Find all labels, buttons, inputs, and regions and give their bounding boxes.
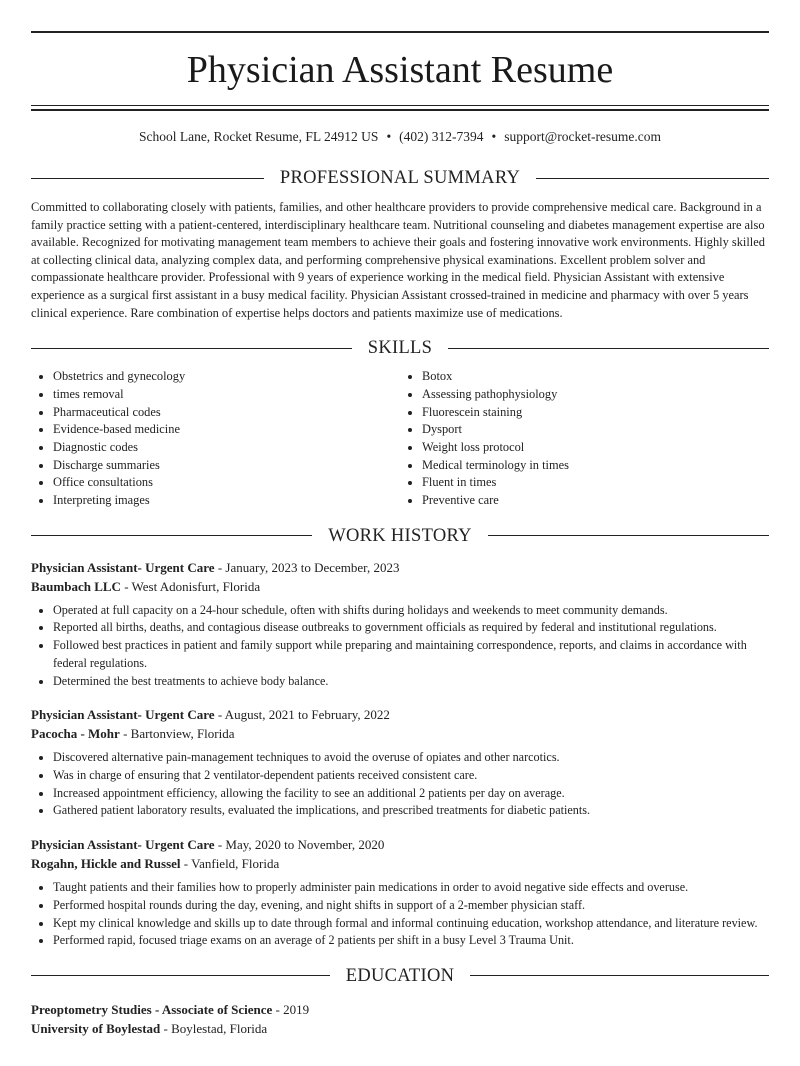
job-company: Baumbach LLC [31, 578, 121, 594]
skills-list [31, 368, 769, 510]
skill-item: • Obstetrics and gynecology [53, 368, 400, 386]
section-rule [31, 975, 330, 976]
job-bullets [31, 602, 769, 691]
contact-separator: • [386, 129, 392, 144]
job-bullet: • Operated at full capacity on a 24-hour schedule, often with shifts during holidays and weekends to meet community demands. [53, 602, 769, 620]
job-title: Physician Assistant- Urgent Care [31, 559, 215, 575]
job-title: Physician Assistant- Urgent Care [31, 837, 215, 853]
job-bullet: • Increased appointment efficiency, allowing the facility to see an additional 2 patients per day on average. [53, 785, 769, 803]
job-bullet: • Kept my clinical knowledge and skills up to date through formal and informal continuing education, workshop attendance, and literature review. [53, 915, 769, 933]
contact-phone: (402) 312-7394 [399, 129, 484, 144]
job-location: - Vanfield, Florida [180, 856, 280, 872]
contact-line [31, 128, 769, 146]
job-bullet: • Taught patients and their families how to properly administer pain medications in order to avoid negative side effects and overuse. [53, 879, 769, 897]
job-bullets [31, 879, 769, 950]
skill-item: • Interpreting images [53, 492, 400, 510]
job-dates: - January, 2023 to December, 2023 [214, 559, 400, 575]
section-header-work-history [31, 524, 769, 548]
job-title-line [31, 835, 769, 854]
job-dates: - August, 2021 to February, 2022 [214, 707, 390, 723]
education-school: University of Boylestad [31, 1020, 161, 1036]
resume-title: Physician Assistant Resume [186, 49, 614, 91]
job-bullet: • Was in charge of ensuring that 2 ventilator-dependent patients received consistent care. [53, 767, 769, 785]
skill-item: • Weight loss protocol [422, 439, 769, 457]
section-rule [31, 348, 352, 349]
job-bullet: • Reported all births, deaths, and contagious disease outbreaks to government officials as required by federal and institutional regulations. [53, 619, 769, 637]
job-dates: - May, 2020 to November, 2020 [214, 837, 385, 853]
skill-item: • Assessing pathophysiology [422, 386, 769, 404]
skill-item: • Fluent in times [422, 474, 769, 492]
skill-item: • Discharge summaries [53, 457, 400, 475]
job-location: - Bartonview, Florida [119, 726, 235, 742]
job-bullets [31, 749, 769, 820]
skills-column-right [400, 368, 769, 510]
job-title-line [31, 558, 769, 577]
skill-item: • Preventive care [422, 492, 769, 510]
job-company-line [31, 724, 769, 743]
job-entry [31, 558, 769, 691]
skill-item: • Office consultations [53, 474, 400, 492]
section-rule [31, 178, 264, 179]
resume-page [31, 31, 769, 1038]
education-year: - 2019 [272, 1001, 310, 1017]
section-title: EDUCATION [345, 965, 455, 986]
skill-item: • Medical terminology in times [422, 457, 769, 475]
skill-item: • Fluorescein staining [422, 404, 769, 422]
contact-address: School Lane, Rocket Resume, FL 24912 US [138, 129, 379, 144]
skill-item: • Pharmaceutical codes [53, 404, 400, 422]
job-bullet: • Performed hospital rounds during the day, evening, and night shifts in support of a 2-member physician staff. [53, 897, 769, 915]
job-bullet: • Determined the best treatments to achieve body balance. [53, 673, 769, 691]
section-rule [470, 975, 769, 976]
skill-item: • Botox [422, 368, 769, 386]
section-rule [448, 348, 769, 349]
job-entry [31, 835, 769, 950]
job-location: - West Adonisfurt, Florida [120, 578, 261, 594]
job-company: Pacocha - Mohr [31, 726, 120, 742]
section-header-education [31, 964, 769, 988]
section-title: WORK HISTORY [328, 525, 472, 546]
section-rule [488, 535, 769, 536]
job-title: Physician Assistant- Urgent Care [31, 707, 215, 723]
job-title-line [31, 705, 769, 724]
skill-item: • Dysport [422, 421, 769, 439]
job-bullet: • Followed best practices in patient and family support while preparing and maintaining correspondence, reports, and claims in accordance with federal regulations. [53, 637, 769, 672]
section-header-skills [31, 336, 769, 360]
job-entry [31, 705, 769, 820]
title-double-rule [31, 105, 769, 111]
skill-item: • times removal [53, 386, 400, 404]
top-rule [31, 31, 769, 33]
contact-separator: • [491, 129, 497, 144]
skills-column-left [31, 368, 400, 510]
education-entry [31, 1000, 769, 1038]
job-bullet: • Performed rapid, focused triage exams on an average of 2 patients per shift in a busy Level 3 Trauma Unit. [53, 932, 769, 950]
section-rule [536, 178, 769, 179]
section-title: SKILLS [367, 338, 433, 359]
section-rule [31, 535, 312, 536]
education-degree-line [31, 1000, 769, 1019]
skill-item: • Evidence-based medicine [53, 421, 400, 439]
job-company-line [31, 854, 769, 873]
section-title: PROFESSIONAL SUMMARY [279, 168, 521, 188]
job-bullet: • Gathered patient laboratory results, evaluated the implications, and prescribed treatments for diabetic patients. [53, 802, 769, 820]
skill-item: • Diagnostic codes [53, 439, 400, 457]
summary-paragraph: Committed to collaborating closely with patients, families, and other healthcare providers to provide comprehensive medical care. Background in a family practice setting with a patient-centered, interdisciplinary healthcare team. Nutritional counseling and diabetes management expertise are also available. Recognized for motivating management team members to achieve their goals and fostering innovative work environments. Highly skilled at collecting clinical data, analyzing complex data, and performing comprehensive physical examinations. Excellent problem solver and compassionate healthcare provider. Professional with 9 years of experience working in the medical field. Physician Assistant with extensive experience as a surgical first assistant in a busy medical facility. Physician Assistant crossed-trained in medicine and pharmacy with over 5 years clinical experience. Rare combination of expertise helps doctors and patients maximize use of medications. [31, 200, 765, 320]
section-header-summary [31, 166, 769, 190]
education-location: - Boylestad, Florida [160, 1020, 268, 1036]
education-degree: Preoptometry Studies - Associate of Science [31, 1001, 273, 1017]
education-school-line [31, 1019, 769, 1038]
contact-email[interactable]: support@rocket-resume.com [504, 129, 662, 144]
job-company-line [31, 577, 769, 596]
job-company: Rogahn, Hickle and Russel [31, 856, 181, 872]
job-bullet: • Discovered alternative pain-management techniques to avoid the overuse of opiates and other narcotics. [53, 749, 769, 767]
